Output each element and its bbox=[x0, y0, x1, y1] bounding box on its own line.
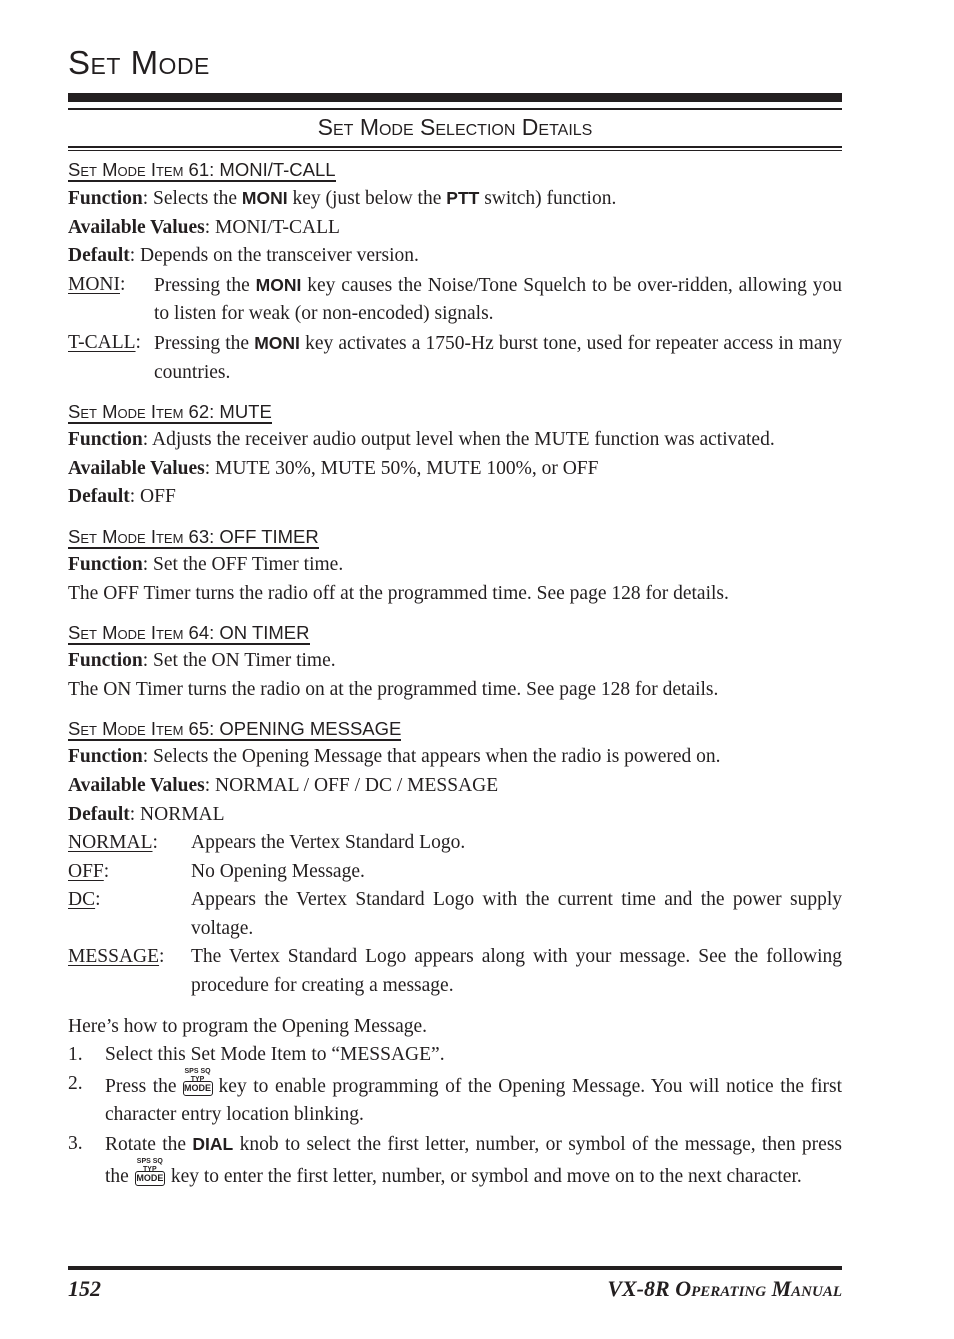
section-rule-bottom-2 bbox=[68, 150, 842, 151]
item-63-note: The OFF Timer turns the radio off at the programmed time. See page 128 for details. bbox=[68, 582, 729, 604]
item-61-function: Function: Selects the MONI key (just below the PTT switch) function. bbox=[68, 188, 617, 209]
manual-title: VX-8R Operating Manual bbox=[607, 1276, 842, 1301]
title-rule bbox=[68, 93, 842, 102]
section-rule-bottom bbox=[68, 146, 842, 148]
item-65-option: OFF: No Opening Message. bbox=[68, 860, 365, 882]
item-65-option: MESSAGE: The Vertex Standard Logo appears along with your message. See the following procedure for creating a message. bbox=[68, 946, 842, 997]
item-61-tcall: T-CALL: Pressing the MONI key activates a 1750-Hz burst tone, used for repeater access in many countries. bbox=[68, 331, 842, 383]
item-61-moni: MONI: Pressing the MONI key causes the Noise/Tone Squelch to be over-ridden, allowing you to listen for weak (or non-encoded) signals. bbox=[68, 273, 842, 325]
item-62-function: Function: Adjusts the receiver audio output level when the MUTE function was activated. bbox=[68, 429, 775, 451]
item-65-values: Available Values: NORMAL / OFF / DC / MESSAGE bbox=[68, 774, 499, 796]
item-65-intro: Here’s how to program the Opening Message. bbox=[68, 1015, 428, 1037]
footer-rule bbox=[68, 1266, 842, 1270]
item-65-option: DC: Appears the Vertex Standard Logo with the current time and the power supply voltage. bbox=[68, 889, 842, 939]
item-65-function: Function: Selects the Opening Message that appears when the radio is powered on. bbox=[68, 746, 721, 768]
item-64-note: The ON Timer turns the radio on at the programmed time. See page 128 for details. bbox=[68, 678, 719, 700]
item-62-default: Default: OFF bbox=[68, 486, 176, 508]
section-title: Set Mode Selection Details bbox=[317, 114, 593, 140]
step-1: 1. Select this Set Mode Item to “MESSAGE”. bbox=[68, 1044, 445, 1066]
item-65-default: Default: NORMAL bbox=[68, 803, 225, 825]
step-2: 2. Press the SPS SQ TYP MODE key to enable programming of the Opening Message. You will notice the first character entry location blinking. bbox=[68, 1067, 842, 1126]
item-64-function: Function: Set the ON Timer time. bbox=[68, 650, 336, 672]
item-65-heading: Set Mode Item 65: OPENING MESSAGE bbox=[68, 718, 402, 740]
content bbox=[68, 156, 842, 1191]
item-62-values: Available Values: MUTE 30%, MUTE 50%, MUTE 100%, or OFF bbox=[68, 457, 599, 479]
item-61-default: Default: Depends on the transceiver version. bbox=[68, 245, 419, 267]
item-63-heading: Set Mode Item 63: OFF TIMER bbox=[68, 525, 319, 547]
item-61-heading: Set Mode Item 61: MONI/T-CALL bbox=[68, 159, 336, 180]
mode-key-icon: SPS SQ TYP MODE bbox=[132, 1160, 168, 1186]
page-number: 152 bbox=[68, 1276, 101, 1301]
page-title: Set Mode bbox=[68, 44, 210, 81]
item-61-values: Available Values: MONI/T-CALL bbox=[68, 216, 340, 238]
mode-key-icon: SPS SQ TYP MODE bbox=[180, 1070, 216, 1096]
item-64-heading: Set Mode Item 64: ON TIMER bbox=[68, 622, 310, 644]
item-63-function: Function: Set the OFF Timer time. bbox=[68, 553, 344, 575]
section-rule-top bbox=[68, 108, 842, 110]
step-3: 3. Rotate the DIAL knob to select the first letter, number, or symbol of the message, then press the SPS SQ TYP MODE key to enter the first letter, number, or symbol and move on to the next character. bbox=[68, 1133, 842, 1187]
item-65-option: NORMAL: Appears the Vertex Standard Logo. bbox=[68, 832, 466, 854]
item-62-heading: Set Mode Item 62: MUTE bbox=[68, 401, 272, 423]
